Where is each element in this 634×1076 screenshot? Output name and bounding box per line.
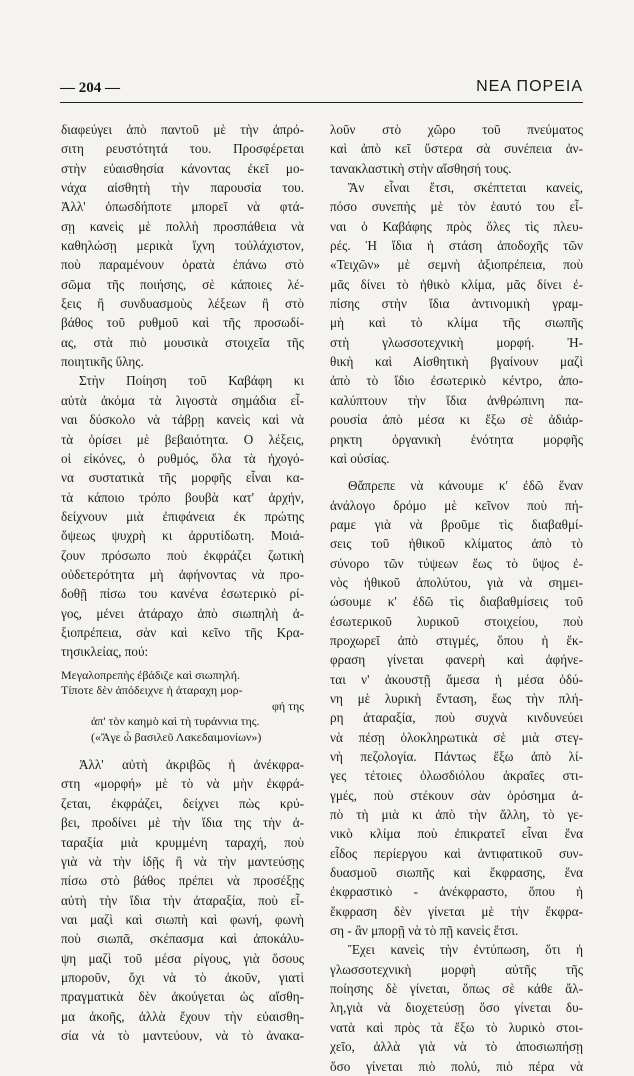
text-line: μποροῦν, ὄχι νὰ τὸ ἀκοῦν, γιατὶ <box>61 969 304 985</box>
text-line: σιτη ρευστότητά του. Προσφέρεται <box>61 141 304 157</box>
text-line: βάθος τοῦ ρυθμοῦ καὶ τῆς προσωδί- <box>61 315 304 331</box>
text-line: καλύπτουν τὴν ἴδια ἀνθρώπινη πα- <box>330 392 583 408</box>
text-line: δείχνουν μιὰ ἐπιφάνεια ἐκ πρώτης <box>61 508 304 524</box>
text-line: ποὺ σιωπᾶ, σκέπασμα καὶ ἀποκάλυ- <box>61 931 304 947</box>
text-line: καθηλώσῃ μερικὰ ἴχνη τοὐλάχιστον, <box>61 238 304 254</box>
verse-line: Μεγαλοπρεπὴς ἐβάδιζε καὶ σιωπηλή. <box>61 667 240 682</box>
text-line: Ἀλλ' αὐτὴ ἀκριβῶς ἡ ἀνέκφρα- <box>79 757 304 773</box>
text-line: ναι δύσκολο νὰ τάβρῃ κανεὶς καὶ νὰ <box>61 412 304 428</box>
verse-line: ἀπ' τὸν καημὸ καὶ τὴ τυράννια της. <box>91 714 260 729</box>
paragraph <box>330 476 583 940</box>
text-line: νάχα αἰσθητὴ τὴν παρουσία του. <box>61 180 304 196</box>
left-column <box>61 120 304 1045</box>
text-line: ἔκφραση δὲν γίνεται μὲ τὴν ἔκφρα- <box>330 903 583 919</box>
verse-line: φή της <box>271 698 304 713</box>
text-line: πίσω στὸ βάθος πρέπει νὰ προσέξῃς <box>61 873 304 889</box>
text-line: σῃ κανεὶς μὲ πολλὴ προσπάθεια νὰ <box>61 218 304 234</box>
text-line: οὐδετερότητα μὴ ἀφήνοντας νὰ προ- <box>61 566 304 582</box>
text-line: τανακλαστικὴ στὴν αἴσθησή τους. <box>330 160 512 176</box>
text-line: μὴ καὶ τὸ κλίμα τῆς σιωπῆς <box>330 315 583 331</box>
text-line: ται ν' ἀκουστῇ ἄμεσα ἡ μέσα ὀδύ- <box>330 671 583 687</box>
text-line: προχωρεῖ ἀπὸ στιγμές, ὅπου ἡ ἔκ- <box>330 632 583 648</box>
paragraph <box>61 120 304 371</box>
text-line: ραμε γιὰ νὰ βροῦμε τὶς διαβαθμί- <box>330 516 583 532</box>
paragraph <box>330 120 583 178</box>
text-line: πόσο συνεπὴς μὲ τὸν ἑαυτό του εἶ- <box>330 199 583 215</box>
text-line: μα ἀκοῆς, ἀλλὰ ἔχουν τὴν εὐαισθη- <box>61 1008 304 1024</box>
text-line: ποίησης δὲ γίνεται, ὅπως σὲ κάθε ἄλ- <box>330 981 583 997</box>
page-header <box>60 72 583 102</box>
text-line: στὴν εὐαισθησία κάνοντας ἐκεῖ μο- <box>61 160 304 176</box>
text-line: νὸς ἠθικοῦ ἀπολύτου, γιὰ νὰ σημει- <box>330 574 583 590</box>
text-line: Ἂν εἶναι ἔτσι, σκέπτεται κανείς, <box>348 180 583 196</box>
text-line: νικὸ κλίμα ποὺ ἐπικρατεῖ εἶναι ἕνα <box>330 826 583 842</box>
verse-source: («Ἄγε ὦ βασιλεῦ Λακεδαιμονίων») <box>91 729 262 744</box>
text-line: νὴ πεζολογία. Πάντως ἔξω ἀπὸ λί- <box>330 749 583 764</box>
header-rule <box>60 102 583 103</box>
text-line: ὄψεως ψυχρὴ κι ἀρρυτίδωτη. Μοιά- <box>61 528 304 544</box>
text-line: αὐτὰ ἀκόμα τὰ λιγοστὰ σημάδια εἶ- <box>61 392 304 408</box>
text-line: «Τειχῶν» μὲ σεμνὴ ἀξιοπρέπεια, ποὺ <box>330 257 583 273</box>
verse-quotation <box>61 668 304 746</box>
text-line: ἐσωτερικοῦ λυρικοῦ στοιχείου, ποὺ <box>330 613 583 629</box>
text-line: στὴ γλωσσοτεχνικὴ μορφή. Ἠ- <box>330 334 583 350</box>
text-line: ἀνάλογο δρόμο μὲ κεῖνον ποὺ πή- <box>330 497 583 513</box>
text-line: ὅσο γίνεται πιὸ πολύ, πιὸ πέρα νὰ <box>330 1058 583 1074</box>
text-line: τὰ ὁρίσει μὲ βεβαιότητα. Ο λέξεις, <box>61 431 304 447</box>
paragraph <box>61 371 304 661</box>
text-line: λη,γιὰ νὰ διοχετεύσῃ ὅσο γίνεται δυ- <box>330 1000 583 1016</box>
text-line: Θἄπρεπε νὰ κάνουμε κ' ἐδῶ ἕναν <box>348 478 583 494</box>
text-line: ρη ἀταραξία, ποὺ συχνὰ κινδυνεύει <box>330 710 583 726</box>
verse-line: Τίποτε δὲν ἀπόδειχνε ἡ ἀταραχη μορ- <box>61 683 243 698</box>
text-line: θικὴ καὶ Αἰσθητικὴ βγαίνουν μαζὶ <box>330 354 583 370</box>
paragraph <box>330 178 583 468</box>
text-line: ση - ἂν μπορῇ νὰ τὸ πῇ κανεὶς ἔτσι. <box>330 923 519 939</box>
text-line: ναι ὁ Καβάφης πρὸς ὅλες τὶς πλευ- <box>330 218 583 234</box>
text-line: αὐτὴ τὴν ἴδια τὴν ἀταραξία, ποὺ εἶ- <box>61 892 304 908</box>
text-line: νὰ πέσῃ ὁλοκληρωτικὰ σὲ μιὰ στεγ- <box>330 729 583 745</box>
text-line: γες τέτοιες ὁλωσδιόλου ἀκραῖες στι- <box>330 768 583 784</box>
text-line: καὶ ἀπὸ κεῖ ὕστερα σὰ συνέπεια ἀν- <box>330 141 583 157</box>
text-line: Ἀλλ' ὁπωσδήποτε μπορεῖ νὰ φτά- <box>61 199 304 215</box>
text-line: ρουσία ἀπὸ μέσα κι ἔξω σὲ ἀδιάρ- <box>330 412 583 428</box>
text-line: σεις τοῦ ἠθικοῦ κλίματος ἀπὸ τὸ <box>330 536 583 552</box>
page-number: — 204 — <box>60 80 120 96</box>
text-line: βει, προδίνει μὲ τὴν ἴδια της τὴν ἀ- <box>61 815 304 831</box>
journal-title: ΝΕΑ ΠΟΡΕΙΑ <box>476 78 583 95</box>
text-line: γος, μένει ἀτάραχο ἀπὸ σιωπηλὴ ἀ- <box>61 605 304 621</box>
text-line: ώσουμε κ' ἐδῶ τὶς διαβαθμίσεις τοῦ <box>330 594 583 610</box>
text-line: μᾶς δίνει τὸ ἠθικὸ κλίμα, μᾶς δίνει ἐ- <box>330 276 583 292</box>
text-line: πραγματικὰ δὲν ἀκούγεται ὡς αἴσθη- <box>61 989 304 1005</box>
text-line: ψη μαζὶ τοῦ μέσα ρίγους, γιὰ ὅσους <box>61 950 304 966</box>
text-line: Ἔχει κανεὶς τὴν ἐντύπωση, ὅτι ἡ <box>348 942 583 958</box>
text-line: φραση γίνεται φανερὴ καὶ ἀφήνε- <box>330 652 583 668</box>
text-line: σία νὰ τὸ μαντεύουν, νὰ τὸ ἀνακα- <box>61 1027 304 1043</box>
text-line: δυασμοῦ σιωπῆς καὶ ἔκφρασης, ἕνα <box>330 865 583 881</box>
text-line: ποιητικῆς ὕλης. <box>61 354 144 370</box>
text-line: γλωσσοτεχνικὴ μορφὴ αὐτῆς τῆς <box>330 961 583 977</box>
text-line: διαφεύγει ἀπὸ παντοῦ μὲ τὴν ἀπρό- <box>61 122 304 137</box>
text-line: σῶμα τῆς ποιήσης, σὲ κάποιες λέ- <box>61 276 304 292</box>
paragraph <box>61 755 304 1045</box>
text-line: πίσης στὴν ἴδια ἀντινομικὴ γραμ- <box>330 296 583 312</box>
text-line: πὸ τὴ μιὰ κι ἀπὸ τὴν ἄλλη, τὸ γε- <box>330 807 583 823</box>
text-line: ας, στὰ πιὸ μουσικὰ στοιχεῖα τῆς <box>61 334 304 350</box>
text-line: τὰ κάποιο τρόπο βουβὰ κατ' ἀρχήν, <box>61 489 304 505</box>
text-line: σύνορο τῶν τύψεων ἕως τὸ ὕψος ἐ- <box>330 555 583 571</box>
text-line: χεῖο, ἀλλὰ γιὰ νὰ τὸ ἀποσιωπήσῃ <box>330 1039 583 1055</box>
text-line: ρηκτη ὀργανικὴ ἑνότητα μορφῆς <box>330 431 583 447</box>
text-line: τησικλείας, πού: <box>61 644 149 660</box>
text-line: καὶ οὐσίας. <box>330 450 390 466</box>
text-line: νη μὲ λυρικὴ ἔνταση, ἕως τὴν πλή- <box>330 690 583 706</box>
text-line: νατὰ καὶ πρὸς τὰ ἔξω τὸ λυρικὸ στοι- <box>330 1019 583 1035</box>
paragraph <box>330 940 583 1075</box>
text-line: ἐκφραστικὸ - ἀνέκφραστο, ὅπου ἡ <box>330 884 583 900</box>
text-line: γιὰ νὰ τὴν ἰδῇς ἢ νὰ τὴν μαντεύσῃς <box>61 853 304 869</box>
text-line: λοῦν στὸ χῶρο τοῦ πνεύματος <box>330 122 583 137</box>
text-line: ρές. Ἡ ἴδια ἡ στάση ἀποδοχῆς τῶν <box>330 238 583 254</box>
text-line: οἱ εἰκόνες, ὁ ρυθμός, ὅλα τὰ ἠχογό- <box>61 450 304 466</box>
text-line: ζουν πρόσωπο ποὺ ἐκφράζει ζωτικὴ <box>61 547 304 563</box>
text-line: ἀπὸ τὸ ἴδιο ἐσωτερικὸ κέντρο, ἀπο- <box>330 373 583 389</box>
text-line: εἶδος περίεργου καὶ ἀντιφατικοῦ συν- <box>330 845 583 861</box>
text-line: ξεις ἢ συνδυασμοὺς λέξεων ἢ στὸ <box>61 296 304 312</box>
text-line: να συστατικὰ τῆς μορφῆς εἶναι κα- <box>61 470 304 486</box>
text-line: στη «μορφή» μὲ τὸ νὰ μὴν ἐκφρά- <box>61 776 304 792</box>
text-line: Στὴν Ποίηση τοῦ Καβάφη κι <box>79 373 304 389</box>
text-line: ναι μαζὶ καὶ σιωπὴ καὶ φωνή, φωνὴ <box>61 911 304 927</box>
text-line: γμές, ποὺ στέκουν σὰν ὁρόσημα ἀ- <box>330 787 583 803</box>
text-line: ποὺ παραμένουν ὁρατὰ ἐπάνω στὸ <box>61 257 304 273</box>
text-line: δοθῇ πίσω του κανένα ἐσωτερικὸ ρί- <box>61 586 304 602</box>
right-column <box>330 120 583 1076</box>
text-line: ζεται, ἐκφράζει, δείχνει πὼς κρύ- <box>61 795 304 811</box>
text-line: ξιοπρέπεια, σὰν καὶ κεῖνο τῆς Κρα- <box>61 624 304 640</box>
text-line: ταραξία μιὰ κρυμμένη ταραχή, ποὺ <box>61 834 304 850</box>
